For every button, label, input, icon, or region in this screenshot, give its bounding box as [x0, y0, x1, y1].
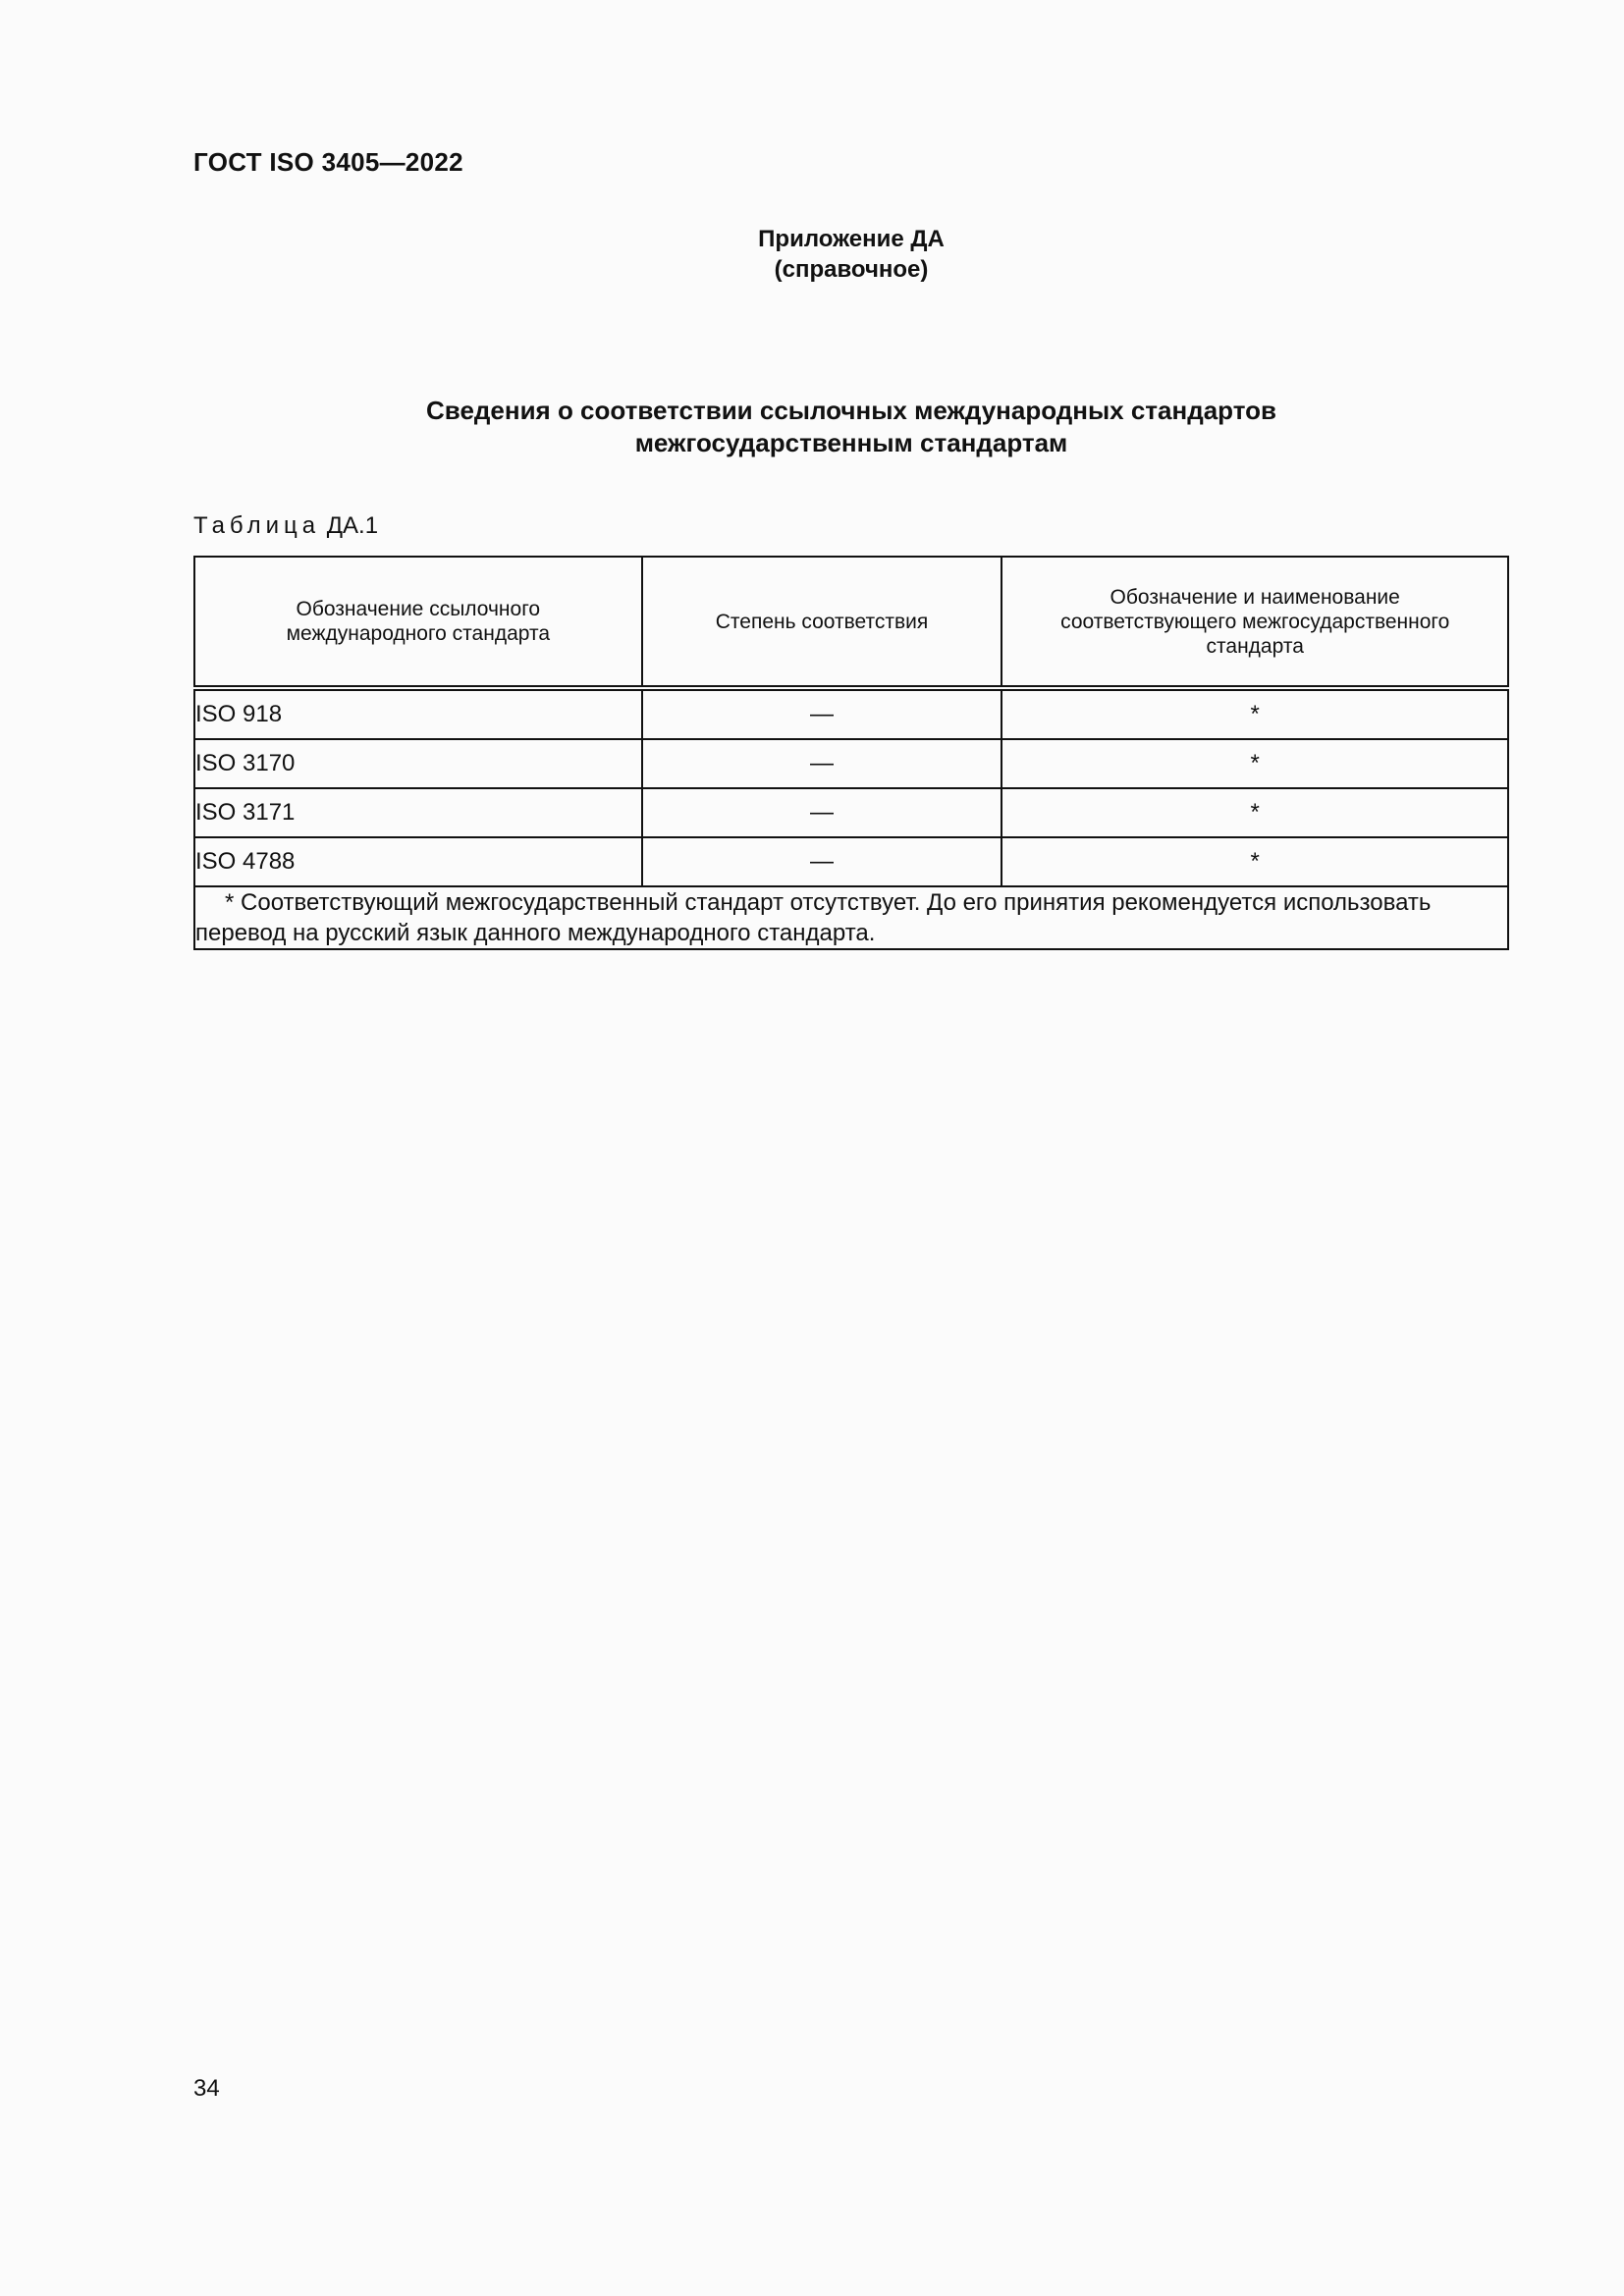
table-label-prefix: Таблица [193, 512, 321, 539]
cell-standard: ISO 4788 [194, 837, 642, 886]
section-title-line-2: межгосударственным стандартам [634, 428, 1068, 457]
table-row [194, 739, 1508, 788]
appendix-type: (справочное) [774, 256, 929, 283]
table-row [194, 788, 1508, 837]
cell-interstate-mark: * [1001, 837, 1508, 886]
cell-standard: ISO 3171 [194, 788, 642, 837]
table-header-row [194, 557, 1508, 688]
cell-standard: ISO 918 [194, 688, 642, 739]
section-title [0, 395, 1624, 459]
appendix-heading [0, 224, 1624, 285]
cell-degree: — [642, 837, 1002, 886]
appendix-title: Приложение ДА [758, 226, 945, 252]
cell-degree: — [642, 739, 1002, 788]
cell-degree: — [642, 688, 1002, 739]
correspondence-table [193, 556, 1509, 950]
header-reference-standard: Обозначение ссылочного международного стандарта [194, 557, 642, 688]
cell-standard: ISO 3170 [194, 739, 642, 788]
cell-degree: — [642, 788, 1002, 837]
table-label [193, 512, 378, 540]
table-row [194, 688, 1508, 739]
header-interstate-standard: Обозначение и наименование соответствующего межгосударственного стандарта [1001, 557, 1508, 688]
cell-interstate-mark: * [1001, 688, 1508, 739]
document-header: ГОСТ ISO 3405—2022 [193, 147, 463, 177]
section-title-line-1: Сведения о соответствии ссылочных международных стандартов [426, 396, 1276, 425]
table-footnote-row [194, 886, 1508, 949]
header-degree-of-correspondence: Степень соответствия [642, 557, 1002, 688]
table-label-id: ДА.1 [326, 512, 379, 539]
table-row [194, 837, 1508, 886]
page-number: 34 [193, 2075, 220, 2102]
table-footnote: * Соответствующий межгосударственный стандарт отсутствует. До его принятия рекомендуется использовать перевод на русский язык данного международного стандарта. [194, 886, 1508, 949]
cell-interstate-mark: * [1001, 788, 1508, 837]
cell-interstate-mark: * [1001, 739, 1508, 788]
